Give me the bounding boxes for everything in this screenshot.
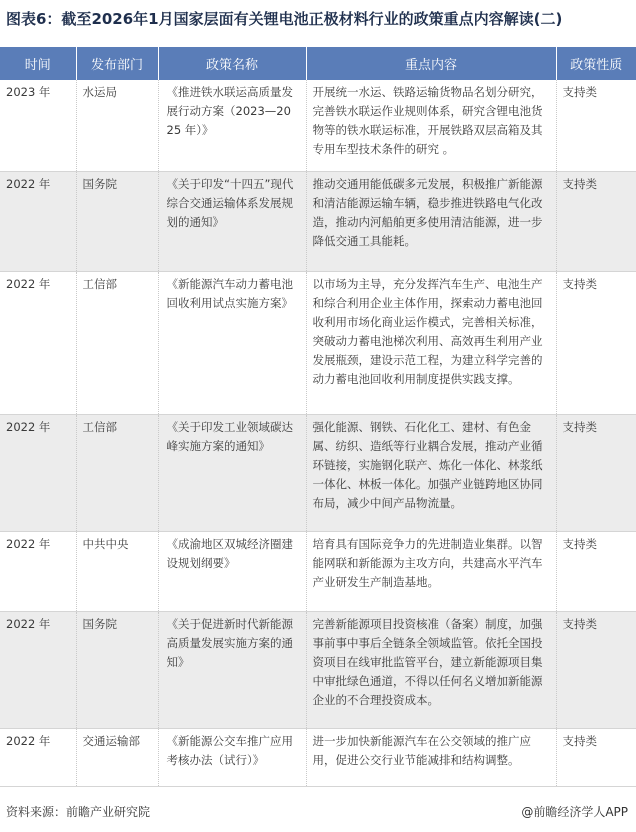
brand-credit: @前瞻经济学人APP [521, 805, 628, 819]
table-row [0, 80, 636, 171]
cell-dept: 交通运输部 [76, 728, 158, 786]
cell-year: 2022 年 [0, 171, 76, 271]
cell-key-content: 以市场为主导，充分发挥汽车生产、电池生产和综合利用企业主体作用，探索动力蓄电池回收利用市场化商业运作模式，完善相关标准，突破动力蓄电池梯次利用、高效再生利用产业发展瓶颈，建设示范工程，为建立科学完善的动力蓄电池回收利用制度提供实践支撑。 [306, 271, 556, 414]
header-dept: 发布部门 [76, 47, 158, 80]
cell-dept: 水运局 [76, 80, 158, 171]
cell-policy-nature: 支持类 [556, 271, 636, 414]
cell-year: 2022 年 [0, 271, 76, 414]
cell-policy-nature: 支持类 [556, 531, 636, 611]
cell-policy-name: 《推进铁水联运高质量发展行动方案（2023—2025 年）》 [158, 80, 306, 171]
table-row [0, 271, 636, 414]
cell-policy-name: 《新能源公交车推广应用考核办法（试行）》 [158, 728, 306, 786]
cell-key-content: 培育具有国际竞争力的先进制造业集群。以智能网联和新能源为主攻方向，共建高水平汽车产业研发生产制造基地。 [306, 531, 556, 611]
cell-key-content: 完善新能源项目投资核准（备案）制度，加强事前事中事后全链条全领域监管。依托全国投资项目在线审批监管平台，建立新能源项目集中审批绿色通道，不得以任何名义增加新能源企业的不合理投资成本。 [306, 611, 556, 728]
cell-dept: 国务院 [76, 611, 158, 728]
cell-policy-nature: 支持类 [556, 171, 636, 271]
cell-dept: 工信部 [76, 271, 158, 414]
page-title: 图表6：截至2026年1月国家层面有关锂电池正极材料行业的政策重点内容解读(二) [6, 10, 563, 28]
table-row [0, 531, 636, 611]
table-row [0, 171, 636, 271]
cell-policy-name: 《关于促进新时代新能源高质量发展实施方案的通知》 [158, 611, 306, 728]
cell-policy-name: 《新能源汽车动力蓄电池回收利用试点实施方案》 [158, 271, 306, 414]
cell-year: 2022 年 [0, 414, 76, 531]
source-note: 资料来源：前瞻产业研究院 [6, 805, 151, 819]
table-row [0, 414, 636, 531]
cell-policy-name: 《关于印发“十四五”现代综合交通运输体系发展规划的通知》 [158, 171, 306, 271]
cell-policy-name: 《关于印发工业领域碳达峰实施方案的通知》 [158, 414, 306, 531]
header-key-content: 重点内容 [306, 47, 556, 80]
table-row [0, 728, 636, 786]
cell-dept: 工信部 [76, 414, 158, 531]
cell-policy-nature: 支持类 [556, 414, 636, 531]
cell-policy-nature: 支持类 [556, 80, 636, 171]
cell-policy-nature: 支持类 [556, 611, 636, 728]
cell-policy-nature: 支持类 [556, 728, 636, 786]
header-policy-nature: 政策性质 [556, 47, 636, 80]
table-header-row [0, 47, 636, 80]
cell-key-content: 推动交通用能低碳多元发展，积极推广新能源和清洁能源运输车辆，稳步推进铁路电气化改造，推动内河船舶更多使用清洁能源，进一步降低交通工具能耗。 [306, 171, 556, 271]
table-row [0, 611, 636, 728]
cell-dept: 中共中央 [76, 531, 158, 611]
cell-dept: 国务院 [76, 171, 158, 271]
cell-year: 2022 年 [0, 611, 76, 728]
cell-year: 2022 年 [0, 728, 76, 786]
cell-year: 2022 年 [0, 531, 76, 611]
cell-key-content: 强化能源、钢铁、石化化工、建材、有色金属、纺织、造纸等行业耦合发展，推动产业循环链接，实施钢化联产、炼化一体化、林浆纸一体化、林板一体化。加强产业链跨地区协同布局，减少中间产品物流量。 [306, 414, 556, 531]
header-policy-name: 政策名称 [158, 47, 306, 80]
cell-policy-name: 《成渝地区双城经济圈建设规划纲要》 [158, 531, 306, 611]
cell-year: 2023 年 [0, 80, 76, 171]
policy-table [0, 47, 636, 787]
cell-key-content: 进一步加快新能源汽车在公交领域的推广应用，促进公交行业节能减排和结构调整。 [306, 728, 556, 786]
cell-key-content: 开展统一水运、铁路运输货物品名划分研究，完善铁水联运作业规则体系，研究含锂电池货物等的铁水联运标准，开展铁路双层高箱及其专用车型技术条件的研究 。 [306, 80, 556, 171]
header-time: 时间 [0, 47, 76, 80]
